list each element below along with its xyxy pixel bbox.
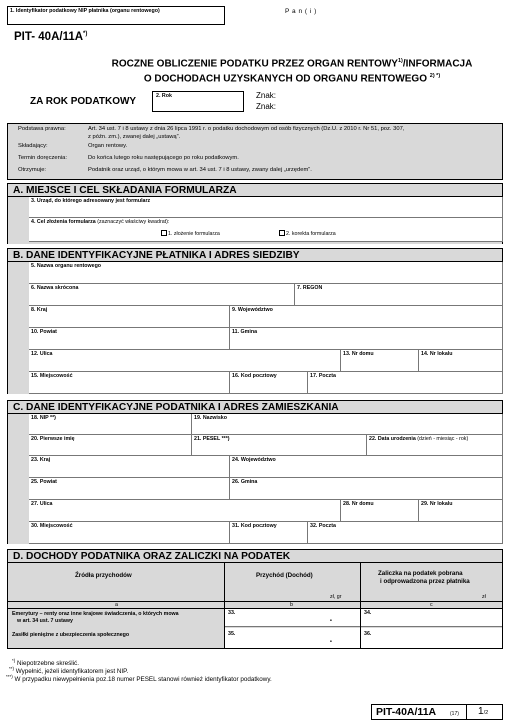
col-a-header: Źródła przychodów — [75, 572, 132, 579]
option-zlozenie[interactable]: 1. złożenie formularza — [161, 230, 220, 237]
year-field-label: 2. Rok — [156, 93, 172, 99]
footer-box — [371, 704, 503, 720]
checkbox-1[interactable] — [161, 230, 167, 236]
footnote-2: **) Wypełnić, jeżeli identyfikatorem jest NIP. — [9, 666, 129, 676]
field-17[interactable]: 17. Poczta — [308, 372, 503, 394]
year-title: ZA ROK PODATKOWY — [30, 96, 137, 107]
skladajacy-text: Organ rentowy. — [88, 143, 128, 149]
field-8[interactable]: 8. Kraj — [29, 306, 230, 328]
footer-version: (17) — [450, 711, 459, 717]
field-21[interactable]: 21. PESEL ***) — [192, 435, 367, 456]
podstawa-text-1: Art. 34 ust. 7 i 8 ustawy z dnia 26 lipca 1991 r. o podatku dochodowym od osób fizycznych (Dz.U. z 2010 r. Nr 51, poz. 307, — [88, 126, 405, 132]
info-box — [7, 123, 503, 180]
row1-label-2: w art. 34 ust. 7 ustawy — [17, 618, 73, 624]
checkbox-2[interactable] — [279, 230, 285, 236]
nip-input[interactable] — [9, 14, 223, 24]
field-3-office[interactable]: 3. Urząd, do którego adresowany jest formularz — [29, 197, 503, 218]
section-b-title: B. DANE IDENTYFIKACYJNE PŁATNIKA I ADRES SIEDZIBY — [7, 248, 503, 262]
field-18[interactable]: 18. NIP **) — [29, 414, 192, 435]
col-c-unit: zł — [482, 594, 486, 600]
letter-a: a — [115, 602, 118, 608]
podstawa-text-2: z późn. zm.), zwanej dalej „ustawą”. — [88, 134, 181, 140]
letter-b: b — [290, 602, 293, 608]
nip-label: 1. Identyfikator podatkowy NIP płatnika (organu rentowego) — [10, 8, 160, 14]
field-36[interactable]: 36. — [361, 628, 502, 648]
field-5[interactable]: 5. Nazwa organu rentowego — [29, 262, 503, 284]
field-28[interactable]: 28. Nr domu — [341, 500, 419, 522]
letter-c: c — [430, 602, 433, 608]
field-12[interactable]: 12. Ulica — [29, 350, 341, 372]
field-31[interactable]: 31. Kod pocztowy — [230, 522, 308, 544]
skladajacy-label: Składający: — [18, 143, 48, 149]
year-field[interactable] — [152, 91, 244, 112]
option-korekta[interactable]: 2. korekta formularza — [279, 230, 336, 237]
form-code: PIT- 40A/11A*) — [14, 31, 88, 43]
otrzymuje-text: Podatnik oraz urząd, o którym mowa w art. 34 ust. 7 i 8 ustawy, zwany dalej „urzędem”. — [88, 167, 312, 173]
podstawa-label: Podstawa prawna: — [18, 126, 66, 132]
footnote-1: *) Niepotrzebne skreślić. — [12, 658, 79, 668]
footnote-3: ***) W przypadku niewypełnienia poz.18 numer PESEL stanowi również identyfikator podatkowy. — [6, 674, 272, 684]
field-29[interactable]: 29. Nr lokalu — [419, 500, 503, 522]
termin-text: Do końca lutego roku następującego po roku podatkowym. — [88, 155, 239, 161]
row2-label: Zasiłki pieniężne z ubezpieczenia społecznego — [12, 632, 130, 638]
field-25[interactable]: 25. Powiat — [29, 478, 230, 500]
footer-divider — [466, 705, 467, 719]
otrzymuje-label: Otrzymuje: — [18, 167, 47, 173]
field-6[interactable]: 6. Nazwa skrócona — [29, 284, 295, 306]
field-15[interactable]: 15. Miejscowość — [29, 372, 230, 394]
field-34[interactable]: 34. — [361, 609, 502, 627]
section-a-title: A. MIEJSCE I CEL SKŁADANIA FORMULARZA — [7, 183, 503, 197]
field-7[interactable]: 7. REGON — [295, 284, 503, 306]
footer-code: PIT-40A/11A — [376, 706, 437, 718]
field-19[interactable]: 19. Nazwisko — [192, 414, 503, 435]
col-c-header-1: Zaliczka na podatek pobrana — [378, 570, 463, 577]
field-4-purpose: 4. Cel złożenia formularza (zaznaczyć właściwy kwadrat): 1. złożenie formularza 2. korekta formularza — [29, 218, 503, 242]
field-27[interactable]: 27. Ulica — [29, 500, 341, 522]
field-35[interactable]: 35. • — [225, 628, 360, 648]
col-c-header-2: i odprowadzona przez płatnika — [380, 578, 470, 585]
field-16[interactable]: 16. Kod pocztowy — [230, 372, 308, 394]
field-11[interactable]: 11. Gmina — [230, 328, 503, 350]
pan-label: P a n ( i ) — [285, 8, 317, 15]
col-b-unit: zł, gr — [330, 594, 342, 600]
field-20[interactable]: 20. Pierwsze imię — [29, 435, 192, 456]
field-9[interactable]: 9. Województwo — [230, 306, 503, 328]
row1-label-1: Emerytury – renty oraz inne krajowe świadczenia, o których mowa — [12, 611, 179, 617]
field-30[interactable]: 30. Miejscowość — [29, 522, 230, 544]
letter-row — [7, 601, 503, 609]
field-22[interactable]: 22. Data urodzenia (dzień - miesiąc - rok) — [367, 435, 503, 456]
termin-label: Termin doręczenia: — [18, 155, 67, 161]
field-14[interactable]: 14. Nr lokalu — [419, 350, 503, 372]
znak-2: Znak: — [256, 102, 277, 111]
field-10[interactable]: 10. Powiat — [29, 328, 230, 350]
footer-page: 1/2 — [478, 706, 489, 717]
field-26[interactable]: 26. Gmina — [230, 478, 503, 500]
section-d-title: D. DOCHODY PODATNIKA ORAZ ZALICZKI NA PODATEK — [7, 549, 503, 563]
znak-1: Znak: — [256, 91, 277, 100]
section-c-title: C. DANE IDENTYFIKACYJNE PODATNIKA I ADRES ZAMIESZKANIA — [7, 400, 503, 414]
field-24[interactable]: 24. Województwo — [230, 456, 503, 478]
field-23[interactable]: 23. Kraj — [29, 456, 230, 478]
field-32[interactable]: 32. Poczta — [308, 522, 503, 544]
field-13[interactable]: 13. Nr domu — [341, 350, 419, 372]
form-title: ROCZNE OBLICZENIE PODATKU PRZEZ ORGAN RENTOWY$^{1)}$/INFORMACJA O DOCHODACH UZYSKANYCH OD ORGANU RENTOWEGO $^{2) *)}$ — [111, 58, 473, 85]
col-b-header: Przychód (Dochód) — [256, 572, 313, 579]
field-33[interactable]: 33. • — [225, 609, 360, 627]
